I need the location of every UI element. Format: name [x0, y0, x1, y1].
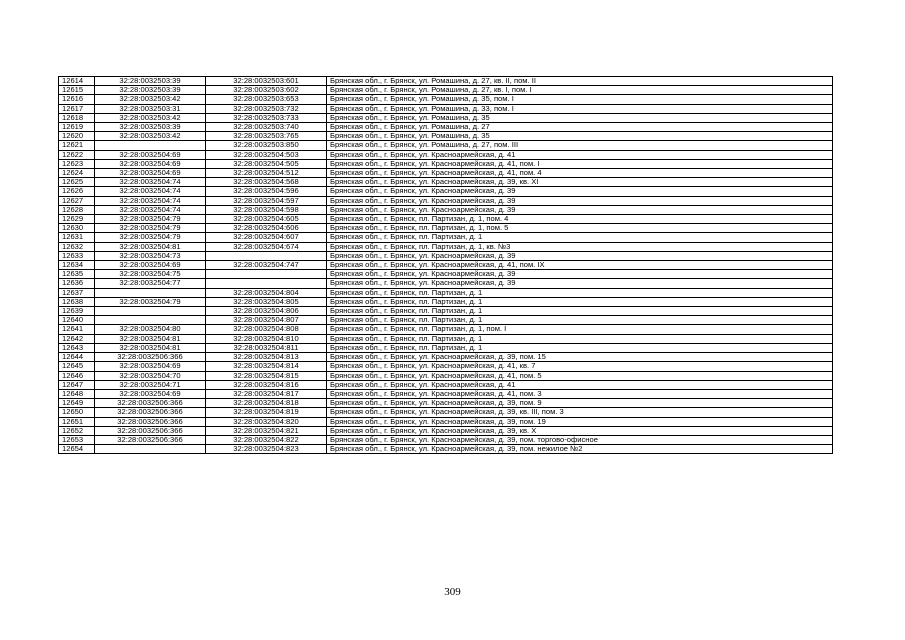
row-number-cell: 12631	[59, 233, 95, 242]
address-cell: Брянская обл., г. Брянск, ул. Красноармейская, д. 39, пом. 9	[327, 399, 833, 408]
row-number-cell: 12654	[59, 445, 95, 454]
building-cadastral-number-cell: 32:28:0032503:601	[206, 77, 327, 86]
building-cadastral-number-cell: 32:28:0032504:823	[206, 445, 327, 454]
address-cell: Брянская обл., г. Брянск, ул. Красноармейская, д. 39, пом. нежилое №2	[327, 445, 833, 454]
address-cell: Брянская обл., г. Брянск, ул. Красноармейская, д. 39	[327, 196, 833, 205]
quarter-cadastral-number-cell: 32:28:0032503:31	[95, 104, 206, 113]
quarter-cadastral-number-cell: 32:28:0032506:366	[95, 435, 206, 444]
table-row	[59, 251, 833, 260]
quarter-cadastral-number-cell: 32:28:0032506:366	[95, 417, 206, 426]
address-cell: Брянская обл., г. Брянск, ул. Ромашина, д. 35	[327, 132, 833, 141]
quarter-cadastral-number-cell: 32:28:0032504:81	[95, 334, 206, 343]
table-row	[59, 270, 833, 279]
building-cadastral-number-cell: 32:28:0032504:607	[206, 233, 327, 242]
table-row	[59, 380, 833, 389]
quarter-cadastral-number-cell: 32:28:0032503:39	[95, 77, 206, 86]
row-number-cell: 12643	[59, 343, 95, 352]
row-number-cell: 12619	[59, 123, 95, 132]
address-cell: Брянская обл., г. Брянск, ул. Ромашина, д. 27, кв. I, пом. I	[327, 86, 833, 95]
table-row	[59, 196, 833, 205]
table-row	[59, 113, 833, 122]
registry-body	[59, 77, 833, 454]
table-row	[59, 279, 833, 288]
building-cadastral-number-cell: 32:28:0032503:602	[206, 86, 327, 95]
address-cell: Брянская обл., г. Брянск, ул. Ромашина, д. 35	[327, 113, 833, 122]
table-row	[59, 242, 833, 251]
building-cadastral-number-cell	[206, 251, 327, 260]
row-number-cell: 12652	[59, 426, 95, 435]
building-cadastral-number-cell: 32:28:0032503:733	[206, 113, 327, 122]
table-row	[59, 159, 833, 168]
building-cadastral-number-cell: 32:28:0032504:597	[206, 196, 327, 205]
quarter-cadastral-number-cell: 32:28:0032503:42	[95, 113, 206, 122]
table-row	[59, 123, 833, 132]
table-row	[59, 316, 833, 325]
address-cell: Брянская обл., г. Брянск, пл. Партизан, д. 1, кв. №3	[327, 242, 833, 251]
building-cadastral-number-cell: 32:28:0032504:503	[206, 150, 327, 159]
row-number-cell: 12628	[59, 205, 95, 214]
address-cell: Брянская обл., г. Брянск, ул. Красноармейская, д. 39, кв. XI	[327, 178, 833, 187]
quarter-cadastral-number-cell	[95, 141, 206, 150]
building-cadastral-number-cell: 32:28:0032504:568	[206, 178, 327, 187]
building-cadastral-number-cell: 32:28:0032504:813	[206, 353, 327, 362]
row-number-cell: 12615	[59, 86, 95, 95]
address-cell: Брянская обл., г. Брянск, пл. Партизан, д. 1, пом. I	[327, 325, 833, 334]
quarter-cadastral-number-cell: 32:28:0032504:79	[95, 297, 206, 306]
quarter-cadastral-number-cell	[95, 445, 206, 454]
quarter-cadastral-number-cell: 32:28:0032504:71	[95, 380, 206, 389]
quarter-cadastral-number-cell: 32:28:0032504:74	[95, 178, 206, 187]
building-cadastral-number-cell: 32:28:0032504:816	[206, 380, 327, 389]
quarter-cadastral-number-cell: 32:28:0032506:366	[95, 353, 206, 362]
address-cell: Брянская обл., г. Брянск, ул. Красноармейская, д. 39, пом. торгово-офисное	[327, 435, 833, 444]
building-cadastral-number-cell: 32:28:0032504:820	[206, 417, 327, 426]
table-row	[59, 325, 833, 334]
quarter-cadastral-number-cell: 32:28:0032503:42	[95, 95, 206, 104]
row-number-cell: 12651	[59, 417, 95, 426]
row-number-cell: 12639	[59, 307, 95, 316]
quarter-cadastral-number-cell: 32:28:0032504:73	[95, 251, 206, 260]
table-row	[59, 417, 833, 426]
row-number-cell: 12614	[59, 77, 95, 86]
row-number-cell: 12644	[59, 353, 95, 362]
table-row	[59, 399, 833, 408]
building-cadastral-number-cell: 32:28:0032504:606	[206, 224, 327, 233]
address-cell: Брянская обл., г. Брянск, ул. Красноармейская, д. 39	[327, 205, 833, 214]
address-cell: Брянская обл., г. Брянск, ул. Красноармейская, д. 41, кв. 7	[327, 362, 833, 371]
row-number-cell: 12642	[59, 334, 95, 343]
row-number-cell: 12650	[59, 408, 95, 417]
building-cadastral-number-cell	[206, 279, 327, 288]
address-cell: Брянская обл., г. Брянск, пл. Партизан, д. 1	[327, 316, 833, 325]
address-cell: Брянская обл., г. Брянск, пл. Партизан, д. 1	[327, 343, 833, 352]
quarter-cadastral-number-cell: 32:28:0032503:39	[95, 123, 206, 132]
building-cadastral-number-cell: 32:28:0032504:810	[206, 334, 327, 343]
building-cadastral-number-cell: 32:28:0032504:819	[206, 408, 327, 417]
row-number-cell: 12633	[59, 251, 95, 260]
row-number-cell: 12653	[59, 435, 95, 444]
building-cadastral-number-cell: 32:28:0032503:765	[206, 132, 327, 141]
row-number-cell: 12634	[59, 261, 95, 270]
row-number-cell: 12641	[59, 325, 95, 334]
table-row	[59, 224, 833, 233]
building-cadastral-number-cell: 32:28:0032504:596	[206, 187, 327, 196]
quarter-cadastral-number-cell: 32:28:0032504:81	[95, 343, 206, 352]
quarter-cadastral-number-cell: 32:28:0032504:69	[95, 362, 206, 371]
quarter-cadastral-number-cell	[95, 307, 206, 316]
table-row	[59, 169, 833, 178]
address-cell: Брянская обл., г. Брянск, ул. Красноармейская, д. 39, кв. III, пом. 3	[327, 408, 833, 417]
building-cadastral-number-cell	[206, 270, 327, 279]
table-row	[59, 435, 833, 444]
row-number-cell: 12647	[59, 380, 95, 389]
quarter-cadastral-number-cell: 32:28:0032506:366	[95, 408, 206, 417]
address-cell: Брянская обл., г. Брянск, ул. Ромашина, д. 27, пом. III	[327, 141, 833, 150]
table-row	[59, 150, 833, 159]
address-cell: Брянская обл., г. Брянск, ул. Красноармейская, д. 39	[327, 251, 833, 260]
row-number-cell: 12638	[59, 297, 95, 306]
table-row	[59, 362, 833, 371]
row-number-cell: 12649	[59, 399, 95, 408]
quarter-cadastral-number-cell: 32:28:0032506:366	[95, 426, 206, 435]
quarter-cadastral-number-cell	[95, 288, 206, 297]
building-cadastral-number-cell: 32:28:0032504:598	[206, 205, 327, 214]
row-number-cell: 12618	[59, 113, 95, 122]
row-number-cell: 12640	[59, 316, 95, 325]
building-cadastral-number-cell: 32:28:0032504:747	[206, 261, 327, 270]
building-cadastral-number-cell: 32:28:0032504:605	[206, 215, 327, 224]
table-row	[59, 77, 833, 86]
registry-table	[58, 76, 833, 454]
building-cadastral-number-cell: 32:28:0032504:822	[206, 435, 327, 444]
row-number-cell: 12620	[59, 132, 95, 141]
row-number-cell: 12635	[59, 270, 95, 279]
building-cadastral-number-cell: 32:28:0032503:740	[206, 123, 327, 132]
address-cell: Брянская обл., г. Брянск, пл. Партизан, д. 1	[327, 297, 833, 306]
address-cell: Брянская обл., г. Брянск, ул. Красноармейская, д. 41, пом. 4	[327, 169, 833, 178]
quarter-cadastral-number-cell: 32:28:0032504:69	[95, 389, 206, 398]
table-row	[59, 334, 833, 343]
address-cell: Брянская обл., г. Брянск, ул. Красноармейская, д. 39	[327, 279, 833, 288]
building-cadastral-number-cell: 32:28:0032504:814	[206, 362, 327, 371]
address-cell: Брянская обл., г. Брянск, ул. Ромашина, д. 27	[327, 123, 833, 132]
address-cell: Брянская обл., г. Брянск, ул. Красноармейская, д. 41	[327, 150, 833, 159]
quarter-cadastral-number-cell: 32:28:0032504:81	[95, 242, 206, 251]
row-number-cell: 12636	[59, 279, 95, 288]
building-cadastral-number-cell: 32:28:0032504:817	[206, 389, 327, 398]
table-row	[59, 95, 833, 104]
row-number-cell: 12624	[59, 169, 95, 178]
building-cadastral-number-cell: 32:28:0032503:653	[206, 95, 327, 104]
table-row	[59, 86, 833, 95]
table-row	[59, 445, 833, 454]
quarter-cadastral-number-cell: 32:28:0032504:79	[95, 224, 206, 233]
address-cell: Брянская обл., г. Брянск, ул. Красноармейская, д. 41, пом. 5	[327, 371, 833, 380]
building-cadastral-number-cell: 32:28:0032504:805	[206, 297, 327, 306]
address-cell: Брянская обл., г. Брянск, пл. Партизан, д. 1, пом. 4	[327, 215, 833, 224]
building-cadastral-number-cell: 32:28:0032504:818	[206, 399, 327, 408]
row-number-cell: 12623	[59, 159, 95, 168]
table-row	[59, 205, 833, 214]
building-cadastral-number-cell: 32:28:0032504:505	[206, 159, 327, 168]
building-cadastral-number-cell: 32:28:0032504:821	[206, 426, 327, 435]
building-cadastral-number-cell: 32:28:0032504:804	[206, 288, 327, 297]
address-cell: Брянская обл., г. Брянск, ул. Ромашина, д. 27, кв. II, пом. II	[327, 77, 833, 86]
address-cell: Брянская обл., г. Брянск, пл. Партизан, д. 1	[327, 288, 833, 297]
table-row	[59, 343, 833, 352]
table-row	[59, 215, 833, 224]
table-row	[59, 371, 833, 380]
quarter-cadastral-number-cell: 32:28:0032504:79	[95, 215, 206, 224]
address-cell: Брянская обл., г. Брянск, ул. Ромашина, д. 33, пом. I	[327, 104, 833, 113]
quarter-cadastral-number-cell	[95, 316, 206, 325]
building-cadastral-number-cell: 32:28:0032504:674	[206, 242, 327, 251]
quarter-cadastral-number-cell: 32:28:0032504:69	[95, 261, 206, 270]
table-row	[59, 426, 833, 435]
table-row	[59, 132, 833, 141]
quarter-cadastral-number-cell: 32:28:0032504:77	[95, 279, 206, 288]
address-cell: Брянская обл., г. Брянск, пл. Партизан, д. 1, пом. 5	[327, 224, 833, 233]
quarter-cadastral-number-cell: 32:28:0032506:366	[95, 399, 206, 408]
row-number-cell: 12621	[59, 141, 95, 150]
quarter-cadastral-number-cell: 32:28:0032504:79	[95, 233, 206, 242]
address-cell: Брянская обл., г. Брянск, пл. Партизан, д. 1	[327, 307, 833, 316]
table-row	[59, 261, 833, 270]
building-cadastral-number-cell: 32:28:0032504:808	[206, 325, 327, 334]
row-number-cell: 12630	[59, 224, 95, 233]
table-row	[59, 389, 833, 398]
building-cadastral-number-cell: 32:28:0032504:815	[206, 371, 327, 380]
building-cadastral-number-cell: 32:28:0032504:807	[206, 316, 327, 325]
table-row	[59, 288, 833, 297]
building-cadastral-number-cell: 32:28:0032503:850	[206, 141, 327, 150]
building-cadastral-number-cell: 32:28:0032504:806	[206, 307, 327, 316]
address-cell: Брянская обл., г. Брянск, ул. Красноармейская, д. 41, пом. I	[327, 159, 833, 168]
quarter-cadastral-number-cell: 32:28:0032504:80	[95, 325, 206, 334]
table-row	[59, 353, 833, 362]
table-row	[59, 187, 833, 196]
row-number-cell: 12632	[59, 242, 95, 251]
address-cell: Брянская обл., г. Брянск, ул. Ромашина, д. 35, пом. I	[327, 95, 833, 104]
address-cell: Брянская обл., г. Брянск, ул. Красноармейская, д. 39	[327, 187, 833, 196]
row-number-cell: 12616	[59, 95, 95, 104]
table-row	[59, 233, 833, 242]
row-number-cell: 12646	[59, 371, 95, 380]
quarter-cadastral-number-cell: 32:28:0032504:69	[95, 150, 206, 159]
row-number-cell: 12622	[59, 150, 95, 159]
address-cell: Брянская обл., г. Брянск, ул. Красноармейская, д. 39	[327, 270, 833, 279]
address-cell: Брянская обл., г. Брянск, ул. Красноармейская, д. 39, кв. X	[327, 426, 833, 435]
row-number-cell: 12617	[59, 104, 95, 113]
table-row	[59, 178, 833, 187]
quarter-cadastral-number-cell: 32:28:0032504:69	[95, 159, 206, 168]
quarter-cadastral-number-cell: 32:28:0032504:74	[95, 187, 206, 196]
table-row	[59, 307, 833, 316]
table-row	[59, 104, 833, 113]
row-number-cell: 12626	[59, 187, 95, 196]
address-cell: Брянская обл., г. Брянск, ул. Красноармейская, д. 41, пом. 3	[327, 389, 833, 398]
table-row	[59, 408, 833, 417]
quarter-cadastral-number-cell: 32:28:0032504:69	[95, 169, 206, 178]
quarter-cadastral-number-cell: 32:28:0032503:42	[95, 132, 206, 141]
page-number: 309	[444, 586, 461, 598]
row-number-cell: 12625	[59, 178, 95, 187]
row-number-cell: 12629	[59, 215, 95, 224]
quarter-cadastral-number-cell: 32:28:0032504:70	[95, 371, 206, 380]
address-cell: Брянская обл., г. Брянск, ул. Красноармейская, д. 41	[327, 380, 833, 389]
row-number-cell: 12627	[59, 196, 95, 205]
building-cadastral-number-cell: 32:28:0032504:811	[206, 343, 327, 352]
quarter-cadastral-number-cell: 32:28:0032504:75	[95, 270, 206, 279]
quarter-cadastral-number-cell: 32:28:0032504:74	[95, 196, 206, 205]
address-cell: Брянская обл., г. Брянск, ул. Красноармейская, д. 41, пом. IX	[327, 261, 833, 270]
quarter-cadastral-number-cell: 32:28:0032504:74	[95, 205, 206, 214]
address-cell: Брянская обл., г. Брянск, пл. Партизан, д. 1	[327, 334, 833, 343]
row-number-cell: 12648	[59, 389, 95, 398]
address-cell: Брянская обл., г. Брянск, ул. Красноармейская, д. 39, пом. 15	[327, 353, 833, 362]
building-cadastral-number-cell: 32:28:0032504:512	[206, 169, 327, 178]
building-cadastral-number-cell: 32:28:0032503:732	[206, 104, 327, 113]
address-cell: Брянская обл., г. Брянск, ул. Красноармейская, д. 39, пом. 19	[327, 417, 833, 426]
quarter-cadastral-number-cell: 32:28:0032503:39	[95, 86, 206, 95]
address-cell: Брянская обл., г. Брянск, пл. Партизан, д. 1	[327, 233, 833, 242]
row-number-cell: 12645	[59, 362, 95, 371]
table-row	[59, 141, 833, 150]
row-number-cell: 12637	[59, 288, 95, 297]
table-row	[59, 297, 833, 306]
